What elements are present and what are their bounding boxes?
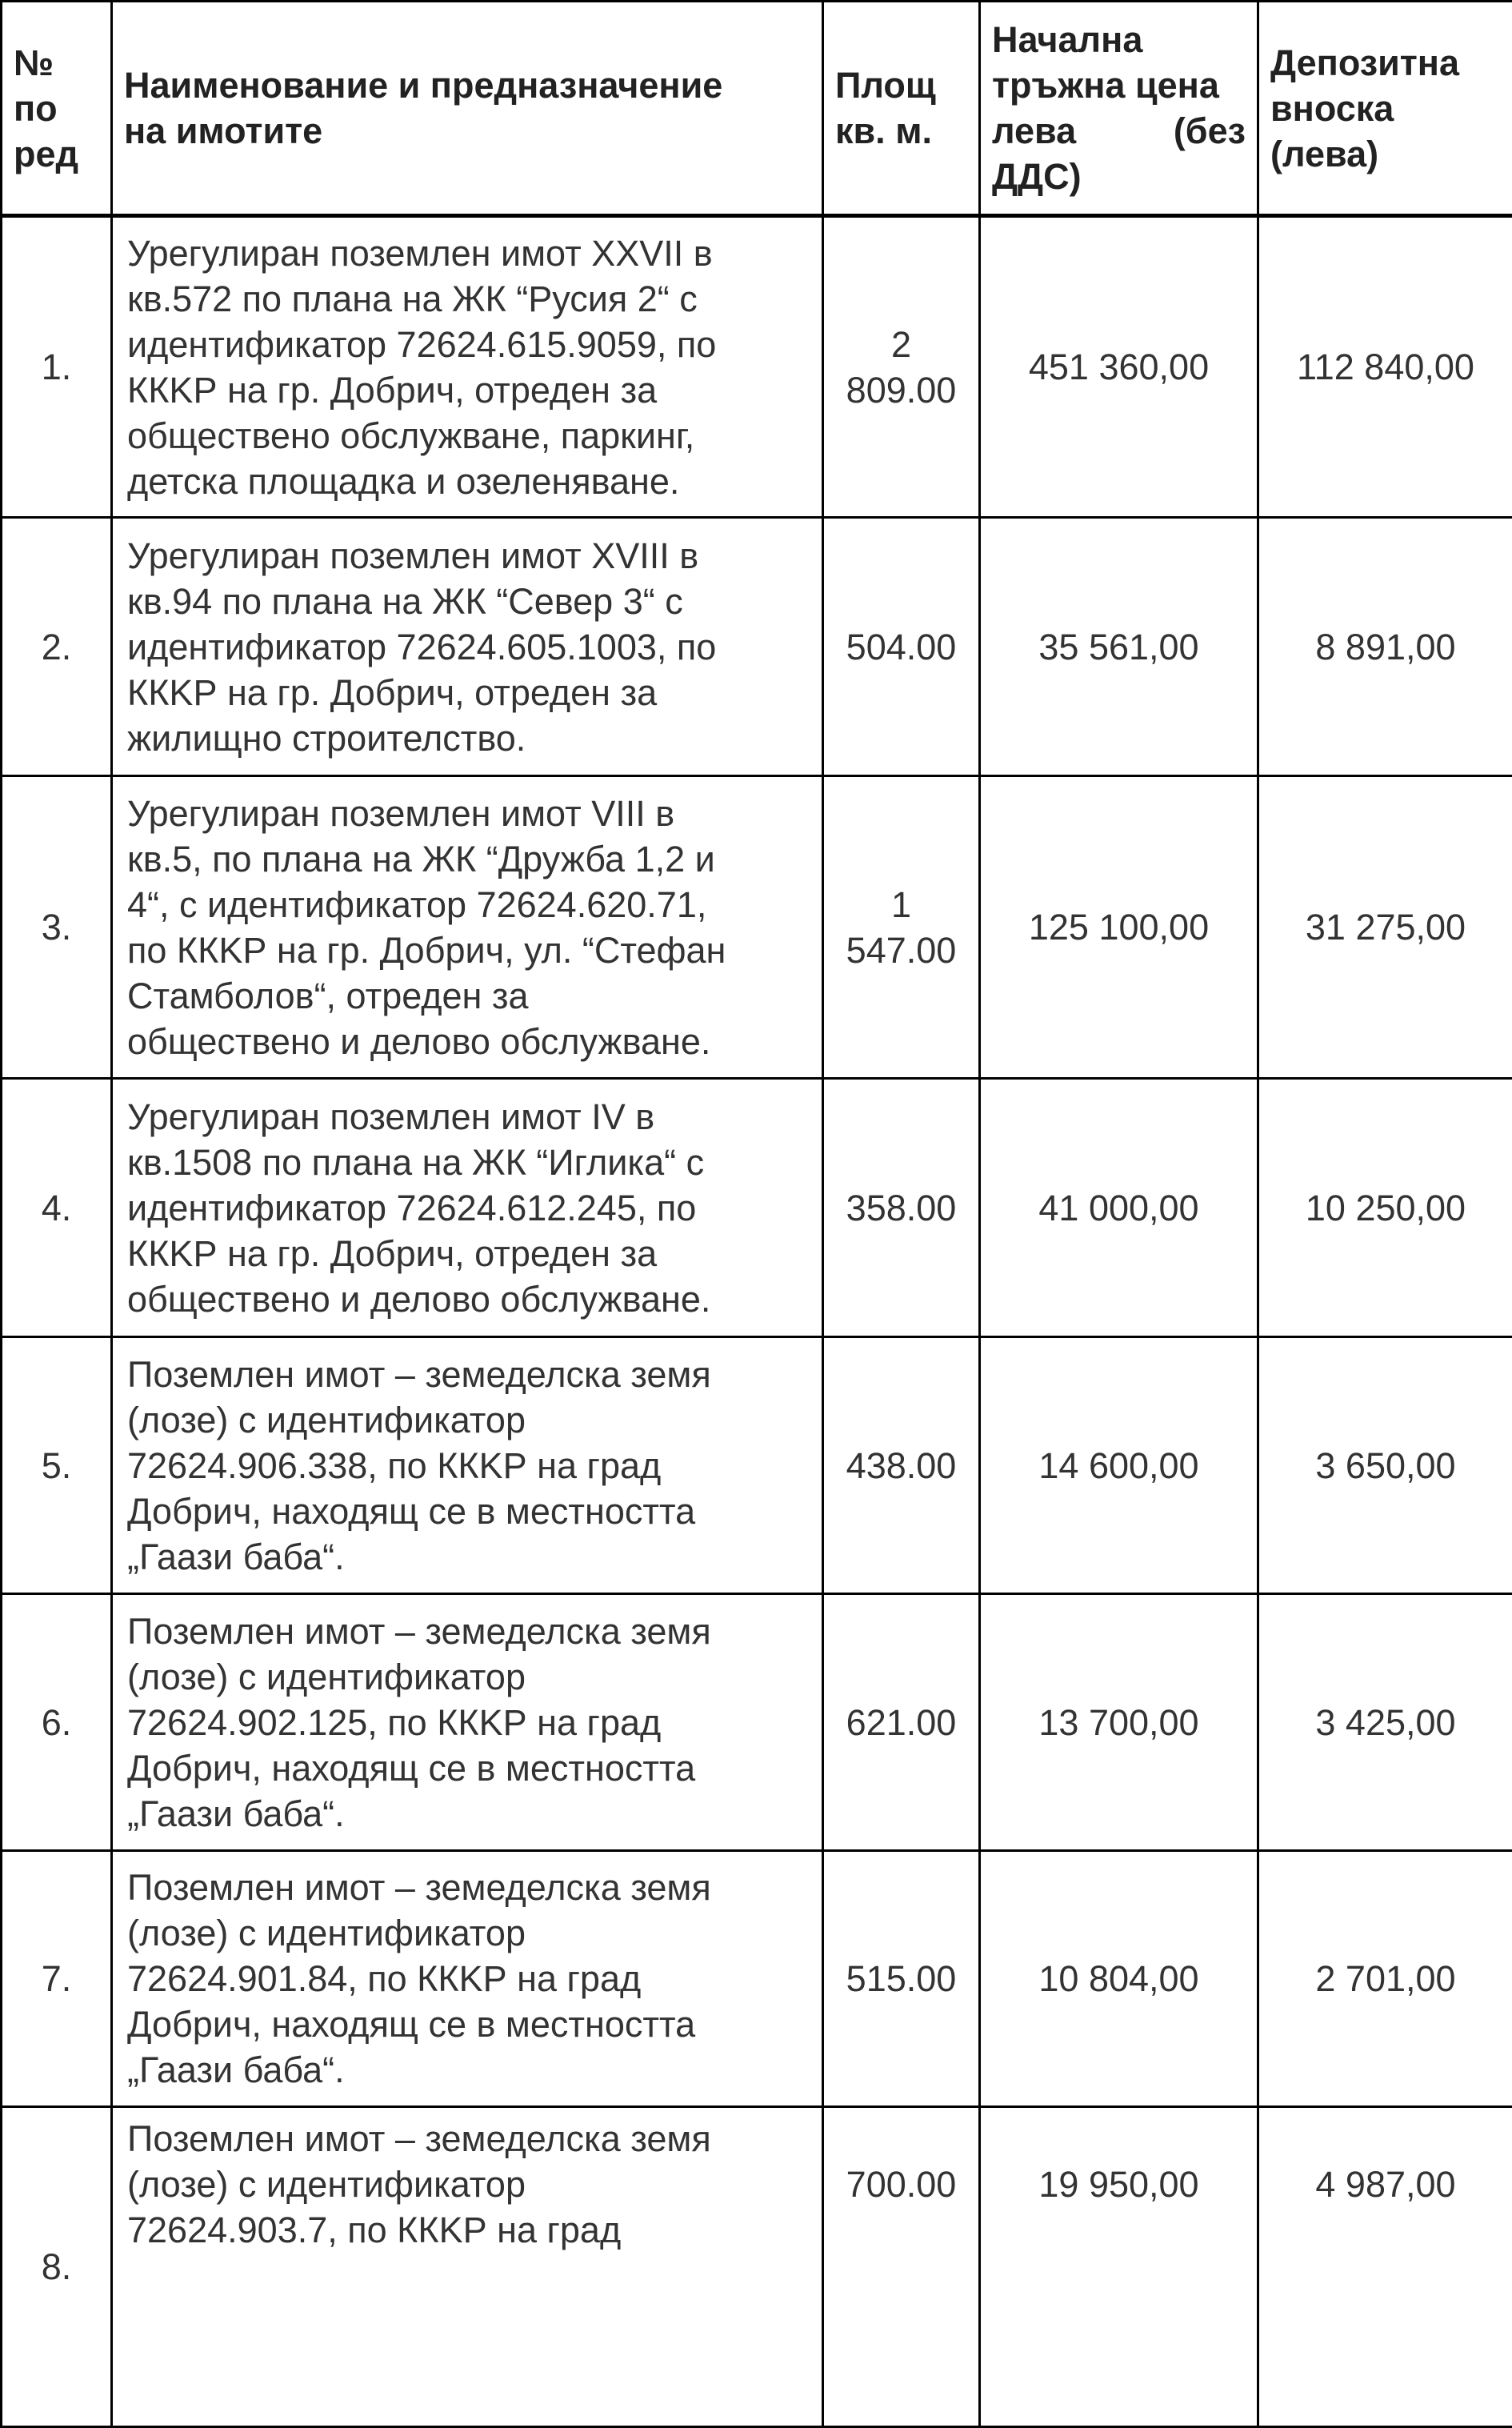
cell-text: „Гаази баба“. (127, 1791, 810, 1837)
property-description (112, 1079, 823, 1337)
cell-text: 13 700,00 (992, 1700, 1246, 1745)
area (823, 2107, 980, 2427)
cell-text: „Гаази баба“. (127, 1534, 810, 1580)
cell-text: (лозе) с идентификатор (127, 2162, 810, 2207)
table-row (2, 1079, 1512, 1337)
cell-text: кв.5, по плана на ЖК “Дружба 1,2 и (127, 836, 810, 882)
cell-text: 5. (14, 1443, 99, 1488)
cell-text: Поземлен имот – земеделска земя (127, 1609, 810, 1654)
header-text: Начална (992, 17, 1246, 62)
cell-text: Поземлен имот – земеделска земя (127, 1865, 810, 1910)
cell-text: 125 100,00 (992, 904, 1246, 950)
area (823, 776, 980, 1079)
row-number (2, 1594, 112, 1851)
starting-price (980, 1594, 1258, 1851)
cell-text: 19 950,00 (992, 2162, 1246, 2207)
cell-text: ККKР на гр. Добрич, отреден за (127, 670, 810, 715)
cell-text: 2. (14, 624, 99, 670)
cell-text: 2 (835, 322, 967, 367)
deposit (1258, 1337, 1512, 1594)
table-row (2, 518, 1512, 776)
cell-text: 41 000,00 (992, 1185, 1246, 1231)
cell-text: 2 701,00 (1270, 1956, 1501, 2001)
cell-text: идентификатор 72624.615.9059, по (127, 322, 810, 367)
header-row (2, 2, 1512, 216)
area (823, 1851, 980, 2107)
starting-price (980, 776, 1258, 1079)
table-row (2, 1594, 1512, 1851)
header-area (823, 2, 980, 216)
cell-text: 809.00 (835, 367, 967, 413)
cell-text: обществено и делово обслужване. (127, 1019, 810, 1064)
cell-text: 515.00 (835, 1956, 967, 2001)
cell-text: Урегулиран поземлен имот VIII в (127, 791, 810, 836)
cell-text: Добрич, находящ се в местността (127, 2001, 810, 2047)
cell-text: 31 275,00 (1270, 904, 1501, 950)
header-deposit (1258, 2, 1512, 216)
cell-text: 451 360,00 (992, 344, 1246, 390)
cell-text: 72624.902.125, по ККKР на град (127, 1700, 810, 1745)
cell-text: 6. (14, 1700, 99, 1745)
cell-text: 700.00 (835, 2162, 967, 2207)
cell-text: Добрич, находящ се в местността (127, 1488, 810, 1534)
cell-text: 4“, с идентификатор 72624.620.71, (127, 882, 810, 928)
cell-text: 72624.906.338, по ККKР на град (127, 1443, 810, 1488)
cell-text: 504.00 (835, 624, 967, 670)
header-text: № (14, 40, 99, 86)
table-row (2, 776, 1512, 1079)
header-text: ДДС) (992, 154, 1246, 199)
table-row (2, 216, 1512, 518)
starting-price (980, 518, 1258, 776)
cell-text: 7. (14, 1956, 99, 2001)
header-text: ред (14, 131, 99, 177)
area (823, 1594, 980, 1851)
cell-text: жилищно строителство. (127, 715, 810, 761)
cell-text: 1. (14, 344, 99, 390)
cell-text: 3. (14, 904, 99, 950)
cell-text: 8. (14, 2244, 99, 2290)
header-text: (лева) (1270, 131, 1501, 177)
starting-price (980, 1851, 1258, 2107)
cell-text: идентификатор 72624.612.245, по (127, 1185, 810, 1231)
area (823, 1079, 980, 1337)
starting-price (980, 2107, 1258, 2427)
header-text: Депозитна (1270, 40, 1501, 86)
property-description (112, 2107, 823, 2427)
property-description (112, 216, 823, 518)
cell-text: Урегулиран поземлен имот XXVII в (127, 230, 810, 276)
row-number (2, 776, 112, 1079)
cell-text: Стамболов“, отреден за (127, 973, 810, 1019)
property-description (112, 776, 823, 1079)
header-text: Площ (835, 62, 967, 108)
cell-text: ККKР на гр. Добрич, отреден за (127, 367, 810, 413)
header-text: Наименование и предназначение (124, 62, 810, 108)
row-number (2, 216, 112, 518)
cell-text: 358.00 (835, 1185, 967, 1231)
row-number (2, 1337, 112, 1594)
cell-text: (лозе) с идентификатор (127, 1397, 810, 1443)
row-number (2, 518, 112, 776)
cell-text: по ККKР на гр. Добрич, ул. “Стефан (127, 928, 810, 973)
property-description (112, 518, 823, 776)
property-description (112, 1337, 823, 1594)
cell-text: (лозе) с идентификатор (127, 1910, 810, 1956)
starting-price (980, 216, 1258, 518)
cell-text: Добрич, находящ се в местността (127, 1745, 810, 1791)
deposit (1258, 1079, 1512, 1337)
cell-text: детска площадка и озеленяване. (127, 459, 810, 504)
cell-text: 14 600,00 (992, 1443, 1246, 1488)
table-row (2, 1851, 1512, 2107)
property-description (112, 1851, 823, 2107)
starting-price (980, 1337, 1258, 1594)
cell-text: 3 425,00 (1270, 1700, 1501, 1745)
header-price (980, 2, 1258, 216)
deposit (1258, 216, 1512, 518)
deposit (1258, 2107, 1512, 2427)
cell-text: идентификатор 72624.605.1003, по (127, 624, 810, 670)
cell-text: 621.00 (835, 1700, 967, 1745)
cell-text: Поземлен имот – земеделска земя (127, 2116, 810, 2162)
row-number (2, 2107, 112, 2427)
header-number (2, 2, 112, 216)
cell-text: 4. (14, 1185, 99, 1231)
cell-text: 10 804,00 (992, 1956, 1246, 2001)
cell-text: кв.572 по плана на ЖК “Русия 2“ с (127, 276, 810, 322)
cell-text: 8 891,00 (1270, 624, 1501, 670)
cell-text: Урегулиран поземлен имот IV в (127, 1094, 810, 1140)
table-row (2, 1337, 1512, 1594)
row-number (2, 1079, 112, 1337)
cell-text: ККKР на гр. Добрич, отреден за (127, 1231, 810, 1276)
deposit (1258, 518, 1512, 776)
header-text: кв. м. (835, 108, 967, 154)
cell-text: 1 (835, 882, 967, 928)
cell-text: 10 250,00 (1270, 1185, 1501, 1231)
deposit (1258, 776, 1512, 1079)
cell-text: 112 840,00 (1270, 344, 1501, 390)
cell-text: обществено и делово обслужване. (127, 1276, 810, 1322)
cell-text: (лозе) с идентификатор (127, 1654, 810, 1700)
header-name (112, 2, 823, 216)
deposit (1258, 1851, 1512, 2107)
cell-text: Урегулиран поземлен имот XVIII в (127, 533, 810, 579)
cell-text: 4 987,00 (1270, 2162, 1501, 2207)
header-text: по (14, 86, 99, 131)
header-text: (без (1174, 108, 1246, 154)
area (823, 1337, 980, 1594)
header-text: на имотите (124, 108, 810, 154)
header-text (992, 108, 1246, 154)
cell-text: кв.94 по плана на ЖК “Север 3“ с (127, 579, 810, 624)
starting-price (980, 1079, 1258, 1337)
table-row (2, 2107, 1512, 2427)
cell-text: 438.00 (835, 1443, 967, 1488)
cell-text: Поземлен имот – земеделска земя (127, 1352, 810, 1397)
cell-text: „Гаази баба“. (127, 2047, 810, 2093)
cell-text: 547.00 (835, 928, 967, 973)
header-text: тръжна цена (992, 62, 1246, 108)
cell-text: 35 561,00 (992, 624, 1246, 670)
cell-text: 72624.903.7, по ККKР на град (127, 2207, 810, 2253)
deposit (1258, 1594, 1512, 1851)
header-text: лева (992, 108, 1076, 154)
cell-text: 72624.901.84, по ККKР на град (127, 1956, 810, 2001)
cell-text: кв.1508 по плана на ЖК “Иглика“ с (127, 1140, 810, 1185)
cell-text: 3 650,00 (1270, 1443, 1501, 1488)
row-number (2, 1851, 112, 2107)
property-description (112, 1594, 823, 1851)
header-text: вноска (1270, 86, 1501, 131)
area (823, 518, 980, 776)
cell-text: обществено обслужване, паркинг, (127, 413, 810, 459)
area (823, 216, 980, 518)
